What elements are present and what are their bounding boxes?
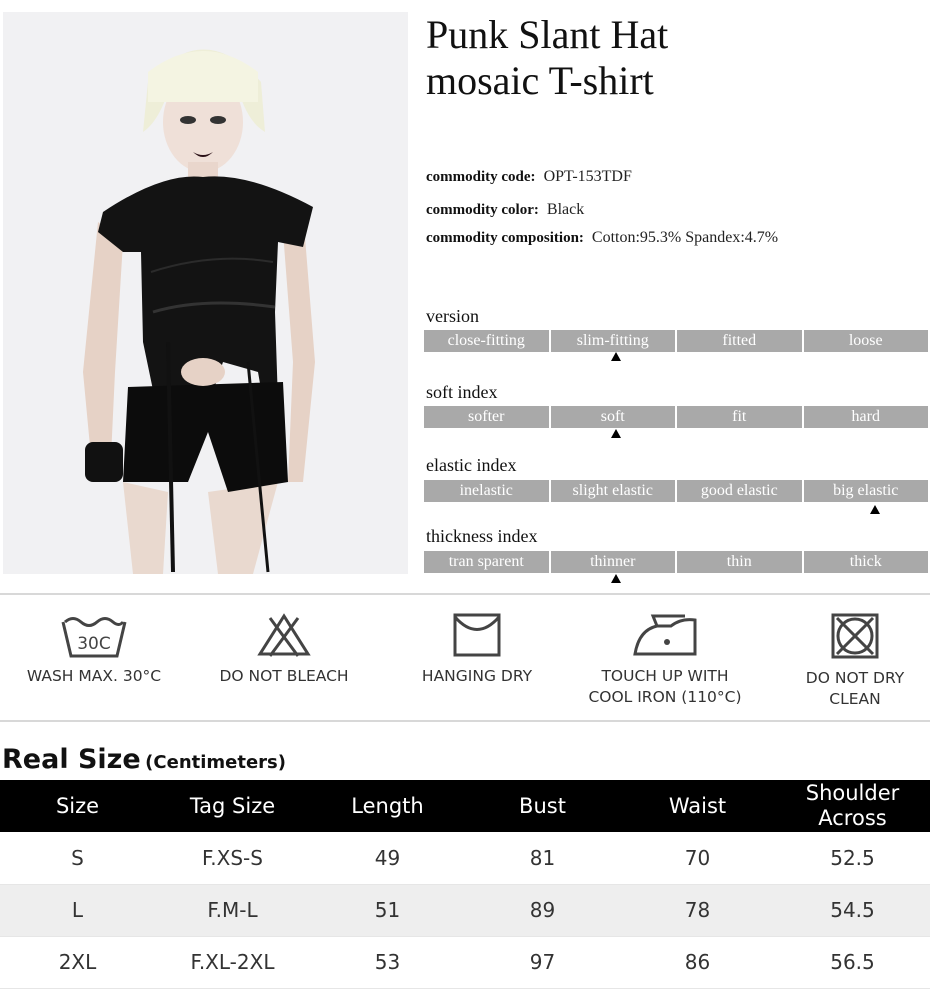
header-length: Length bbox=[310, 780, 465, 832]
header-size: Size bbox=[0, 780, 155, 832]
size-table-header-row bbox=[0, 780, 930, 832]
no-bleach-icon bbox=[256, 612, 312, 658]
elastic-index-option: big elastic bbox=[804, 480, 929, 502]
divider-bottom bbox=[0, 720, 930, 722]
header-bust: Bust bbox=[465, 780, 620, 832]
size-table-unit: (Centimeters) bbox=[145, 752, 286, 773]
title-line-1: Punk Slant Hat bbox=[426, 12, 669, 57]
cell-waist: 86 bbox=[620, 936, 775, 988]
cell-shoulder: 52.5 bbox=[775, 832, 930, 884]
cell-bust: 97 bbox=[465, 936, 620, 988]
info-composition-value: Cotton:95.3% Spandex:4.7% bbox=[591, 229, 779, 246]
version-marker bbox=[611, 352, 621, 361]
size-table-heading: Real Size bbox=[2, 744, 141, 775]
soft-index-title: soft index bbox=[426, 382, 498, 402]
info-composition-label: commodity composition: bbox=[426, 230, 584, 246]
size-table-title bbox=[2, 744, 286, 775]
version-title: version bbox=[426, 306, 479, 326]
soft-index-option: hard bbox=[804, 406, 929, 428]
care-hanging-dry-label: HANGING DRY bbox=[421, 667, 533, 685]
table-row bbox=[0, 936, 930, 988]
divider-top bbox=[0, 593, 930, 595]
elastic-index-option: inelastic bbox=[424, 480, 549, 502]
info-code bbox=[426, 168, 632, 186]
size-table bbox=[0, 780, 930, 989]
thickness-index-title: thickness index bbox=[426, 526, 538, 546]
care-wash-label: WASH MAX. 30°C bbox=[26, 667, 162, 685]
product-photo bbox=[3, 12, 408, 574]
cell-size: 2XL bbox=[0, 936, 155, 988]
elastic-index-title: elastic index bbox=[426, 455, 517, 475]
soft-index-option: fit bbox=[677, 406, 802, 428]
cell-shoulder: 54.5 bbox=[775, 884, 930, 936]
thickness-index-scale bbox=[424, 551, 928, 573]
cell-waist: 78 bbox=[620, 884, 775, 936]
cell-length: 53 bbox=[310, 936, 465, 988]
version-option: slim-fitting bbox=[551, 330, 676, 352]
elastic-index-scale bbox=[424, 480, 928, 502]
wash-30-icon bbox=[59, 612, 129, 658]
thickness-index-option: tran sparent bbox=[424, 551, 549, 573]
title-line-2: mosaic T-shirt bbox=[426, 58, 654, 103]
header-tag-size: Tag Size bbox=[155, 780, 310, 832]
table-row bbox=[0, 832, 930, 884]
info-color-label: commodity color: bbox=[426, 202, 539, 218]
soft-index-marker bbox=[611, 429, 621, 438]
care-no-dry-clean-label-2: CLEAN bbox=[829, 690, 881, 708]
info-color-value: Black bbox=[546, 201, 585, 218]
thickness-index-option: thinner bbox=[551, 551, 676, 573]
care-cool-iron-label-2: COOL IRON (110°C) bbox=[588, 688, 742, 706]
care-cool-iron bbox=[575, 612, 755, 708]
cell-size: S bbox=[0, 832, 155, 884]
care-no-dry-clean bbox=[775, 612, 930, 710]
thickness-index-option: thin bbox=[677, 551, 802, 573]
product-title bbox=[426, 12, 906, 104]
table-row bbox=[0, 884, 930, 936]
soft-index-option: softer bbox=[424, 406, 549, 428]
cool-iron-icon bbox=[631, 612, 699, 658]
hanging-dry-icon bbox=[452, 612, 502, 658]
care-cool-iron-label-1: TOUCH UP WITH bbox=[601, 667, 729, 685]
info-code-label: commodity code: bbox=[426, 169, 536, 185]
care-hanging-dry bbox=[398, 612, 556, 687]
cell-length: 51 bbox=[310, 884, 465, 936]
care-no-bleach bbox=[205, 612, 363, 687]
version-scale bbox=[424, 330, 928, 352]
info-composition bbox=[426, 229, 778, 247]
cell-length: 49 bbox=[310, 832, 465, 884]
cell-shoulder: 56.5 bbox=[775, 936, 930, 988]
care-no-dry-clean-label-1: DO NOT DRY bbox=[805, 669, 905, 687]
cell-tag-size: F.XL-2XL bbox=[155, 936, 310, 988]
cell-size: L bbox=[0, 884, 155, 936]
info-code-value: OPT-153TDF bbox=[543, 168, 632, 185]
cell-waist: 70 bbox=[620, 832, 775, 884]
thickness-index-option: thick bbox=[804, 551, 929, 573]
version-option: fitted bbox=[677, 330, 802, 352]
cell-bust: 81 bbox=[465, 832, 620, 884]
info-color bbox=[426, 201, 584, 219]
wash-30-text: 30C bbox=[77, 634, 111, 654]
cell-tag-size: F.XS-S bbox=[155, 832, 310, 884]
thickness-index-marker bbox=[611, 574, 621, 583]
header-shoulder-line-1: Shoulder bbox=[805, 781, 900, 805]
header-waist: Waist bbox=[620, 780, 775, 832]
header-shoulder-across bbox=[775, 780, 930, 832]
cell-bust: 89 bbox=[465, 884, 620, 936]
no-dry-clean-icon bbox=[830, 612, 880, 660]
elastic-index-option: good elastic bbox=[677, 480, 802, 502]
version-option: close-fitting bbox=[424, 330, 549, 352]
care-wash bbox=[15, 612, 173, 687]
elastic-index-option: slight elastic bbox=[551, 480, 676, 502]
soft-index-option: soft bbox=[551, 406, 676, 428]
soft-index-scale bbox=[424, 406, 928, 428]
elastic-index-marker bbox=[870, 505, 880, 514]
care-no-bleach-label: DO NOT BLEACH bbox=[219, 667, 349, 685]
header-shoulder-line-2: Across bbox=[818, 806, 887, 830]
version-option: loose bbox=[804, 330, 929, 352]
cell-tag-size: F.M-L bbox=[155, 884, 310, 936]
